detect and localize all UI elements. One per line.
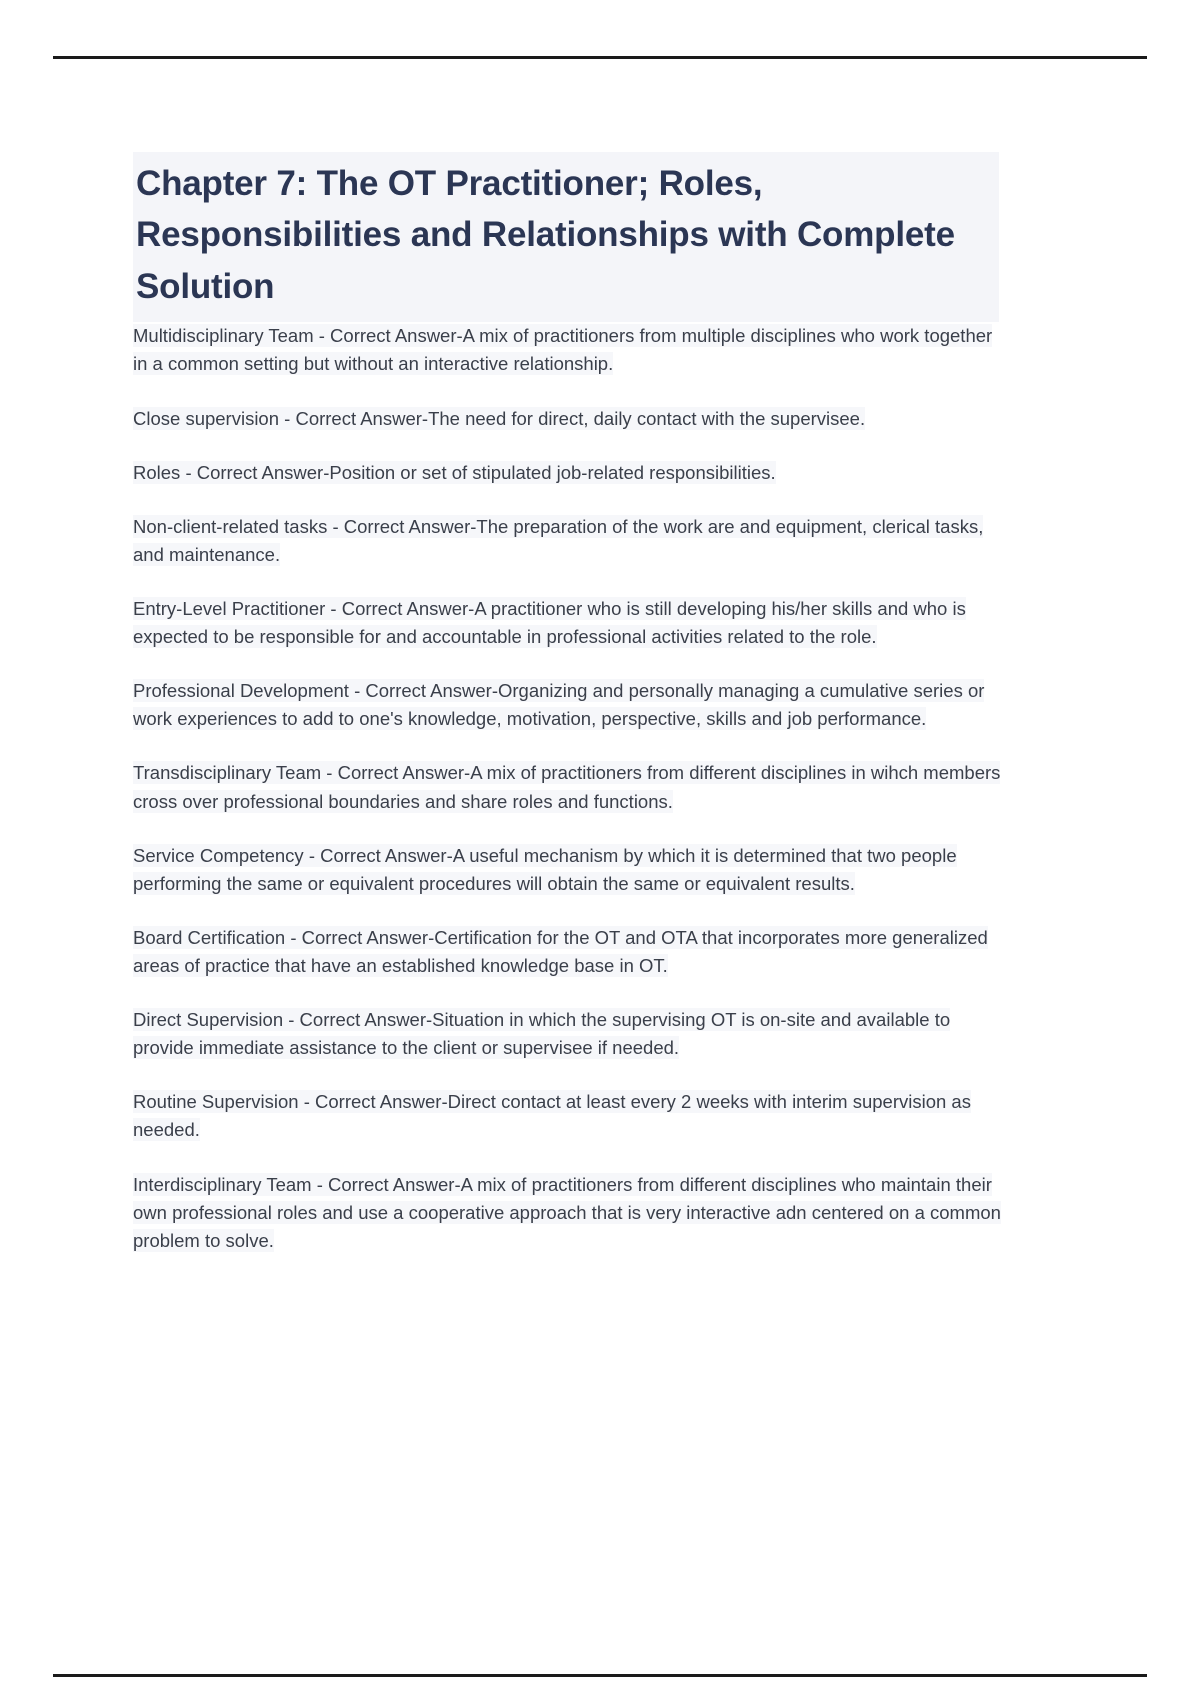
term-definition-item: [133, 842, 1005, 898]
term-definition-item: [133, 1006, 1005, 1062]
page-footer-rule: [53, 1674, 1147, 1677]
term-definition-text: Transdisciplinary Team - Correct Answer-A mix of practitioners from different disciplines in wihch members cross over professional boundaries and share roles and functions.: [133, 762, 1001, 812]
term-definition-text: Entry-Level Practitioner - Correct Answer-A practitioner who is still developing his/her skills and who is expected to be responsible for and accountable in professional activities related to the role.: [133, 597, 966, 648]
page-header-rule: [53, 56, 1147, 59]
term-definition-item: [133, 513, 1005, 569]
term-definition-item: [133, 459, 1005, 487]
term-definition-text: Roles - Correct Answer-Position or set of stipulated job-related responsibilities.: [133, 461, 776, 483]
term-definition-text: Interdisciplinary Team - Correct Answer-A mix of practitioners from different disciplines who maintain their own professional roles and use a cooperative approach that is very interactive adn centered on a common problem to solve.: [133, 1173, 1001, 1251]
term-definition-item: [133, 1088, 1005, 1144]
term-definition-text: Professional Development - Correct Answer-Organizing and personally managing a cumulative series or work experiences to add to one's knowledge, motivation, perspective, skills and job performance.: [133, 680, 985, 730]
term-definition-text: Board Certification - Correct Answer-Certification for the OT and OTA that incorporates more generalized areas of practice that have an established knowledge base in OT.: [133, 926, 988, 976]
term-definition-item: [133, 595, 1005, 651]
term-definition-item: [133, 924, 1005, 980]
term-definition-item: [133, 759, 1005, 815]
term-definition-text: Direct Supervision - Correct Answer-Situation in which the supervising OT is on-site and available to provide immediate assistance to the client or supervisee if needed.: [133, 1009, 951, 1059]
term-definition-text: Service Competency - Correct Answer-A useful mechanism by which it is determined that two people performing the same or equivalent procedures will obtain the same or equivalent results.: [133, 844, 957, 894]
page-title: Chapter 7: The OT Practitioner; Roles, Responsibilities and Relationships with Complete Solution: [133, 152, 999, 322]
term-definition-item: [133, 322, 1005, 378]
term-definition-text: Close supervision - Correct Answer-The need for direct, daily contact with the supervisee.: [133, 407, 866, 429]
term-definition-text: Multidisciplinary Team - Correct Answer-A mix of practitioners from multiple disciplines who work together in a common setting but without an interactive relationship.: [133, 325, 993, 375]
term-definition-text: Routine Supervision - Correct Answer-Direct contact at least every 2 weeks with interim supervision as needed.: [133, 1091, 971, 1141]
term-definition-item: [133, 405, 1005, 433]
term-definition-item: [133, 1171, 1005, 1255]
term-definition-text: Non-client-related tasks - Correct Answer-The preparation of the work are and equipment, clerical tasks, and maintenance.: [133, 515, 984, 565]
term-definition-list: [133, 322, 1005, 1255]
term-definition-item: [133, 677, 1005, 733]
document-content: [133, 152, 1005, 1255]
